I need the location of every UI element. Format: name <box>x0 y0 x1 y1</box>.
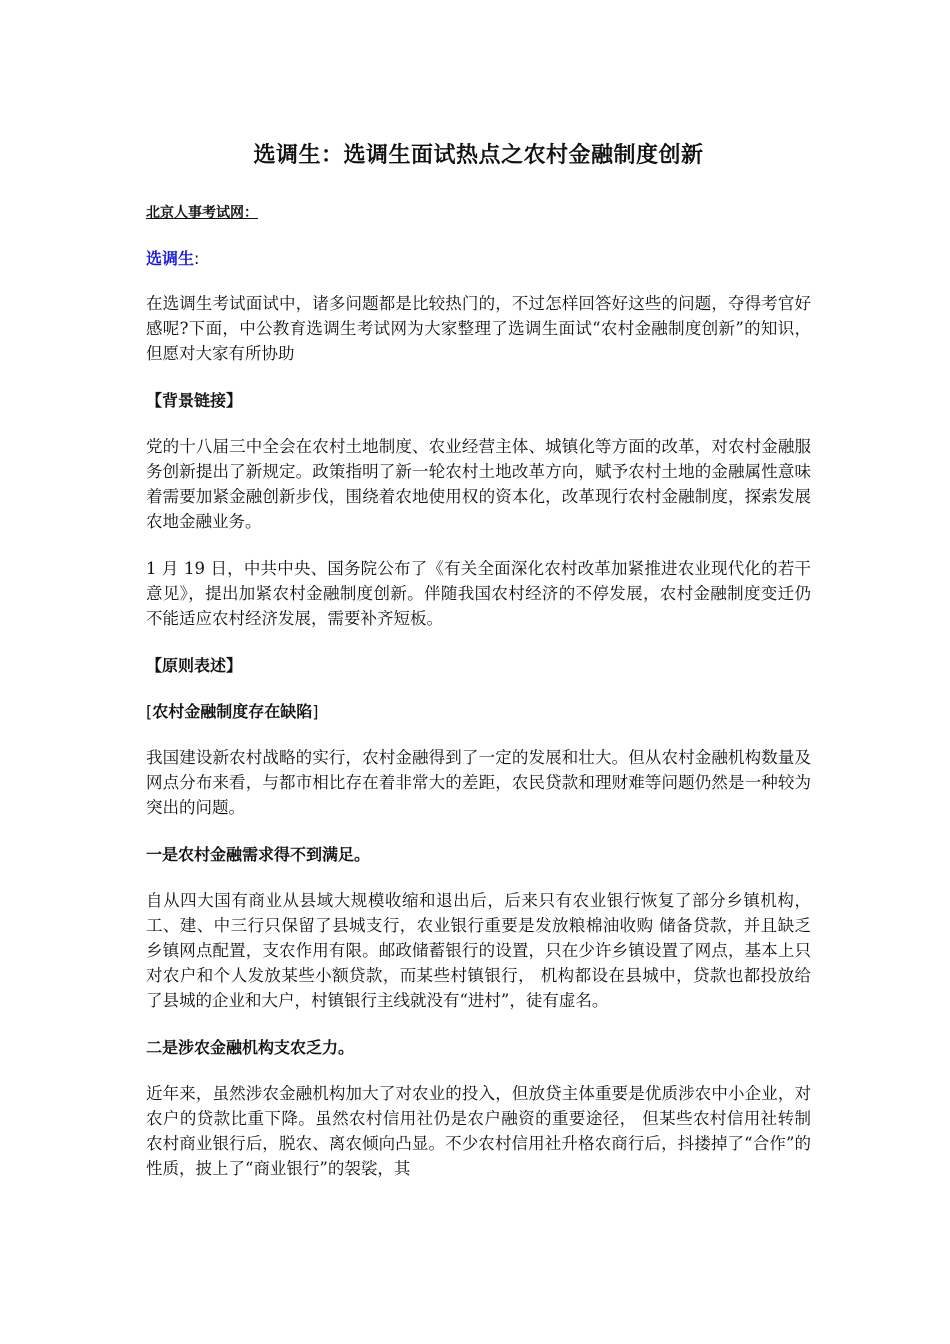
document-title: 选调生：选调生面试热点之农村金融制度创新 <box>253 143 704 168</box>
sub-heading-deficiency <box>146 699 811 722</box>
principle-paragraph-1: 我国建设新农村战略的实行，农村金融得到了一定的发展和壮大。但从农村金融机构数量及网点分布来看，与都市相比存在着非常大的差距，农民贷款和理财难等问题仍然是一种较为突出的问题。 <box>146 748 811 817</box>
point-2-paragraph: 近年来，虽然涉农金融机构加大了对农业的投入，但放贷主体重要是优质涉农中小企业，对农户的贷款比重下降。虽然农村信用社仍是农户融资的重要途径， 但某些农村信用社转制农村商业银行后，脱农、离农倾向凸显。不少农村信用社升格农商行后，抖搂掉了“合作”的性质，披上了“商业银行”的袈裟，其 <box>146 1084 811 1178</box>
source-label: 北京人事考试网： <box>146 205 258 221</box>
category-colon: : <box>194 249 200 268</box>
point-1-paragraph: 自从四大国有商业从县域大规模收缩和退出后，后来只有农业银行恢复了部分乡镇机构，工、建、中三行只保留了县城支行，农业银行重要是发放粮棉油收购 储备贷款，并且缺乏乡镇网点配置，支农作用有限。邮政储蓄银行的设置，只在少许乡镇设置了网点，基本上只对农户和个人发放某些小额贷款，而某些村镇银行， 机构都设在县城中，贷款也都投放给了县城的企业和大户，村镇银行主线就没有“进村”，徒有虚名。 <box>146 891 811 1010</box>
sub-heading-bracket-close: ] <box>312 702 319 721</box>
category-tag <box>146 246 811 269</box>
document-page <box>146 130 811 1203</box>
category-link[interactable]: 选调生 <box>146 249 195 268</box>
section-heading-principle: 【原则表述】 <box>146 656 243 675</box>
sub-heading-text: 农村金融制度存在缺陷 <box>152 702 313 721</box>
sub-heading-bracket-open: [ <box>146 702 153 721</box>
background-paragraph-1: 党的十八届三中全会在农村土地制度、农业经营主体、城镇化等方面的改革，对农村金融服务创新提出了新规定。政策指明了新一轮农村土地改革方向，赋予农村土地的金融属性意味着需要加紧金融创新步伐，围绕着农地使用权的资本化，改革现行农村金融制度，探索发展农地金融业务。 <box>146 437 811 531</box>
background-paragraph-2: 1 月 19 日，中共中央、国务院公布了《有关全面深化农村改革加紧推进农业现代化的若干意见》，提出加紧农村金融制度创新。伴随我国农村经济的不停发展，农村金融制度变迁仍不能适应农村经济发展，需要补齐短板。 <box>146 559 811 628</box>
intro-paragraph: 在选调生考试面试中，诸多问题都是比较热门的，不过怎样回答好这些的问题，夺得考官好感呢?下面，中公教育选调生考试网为大家整理了选调生面试“农村金融制度创新”的知识，但愿对大家有所协助 <box>146 294 811 363</box>
point-1-heading: 一是农村金融需求得不到满足。 <box>146 845 371 864</box>
section-heading-background: 【背景链接】 <box>146 391 243 410</box>
point-2-heading: 二是涉农金融机构支农乏力。 <box>146 1038 355 1057</box>
